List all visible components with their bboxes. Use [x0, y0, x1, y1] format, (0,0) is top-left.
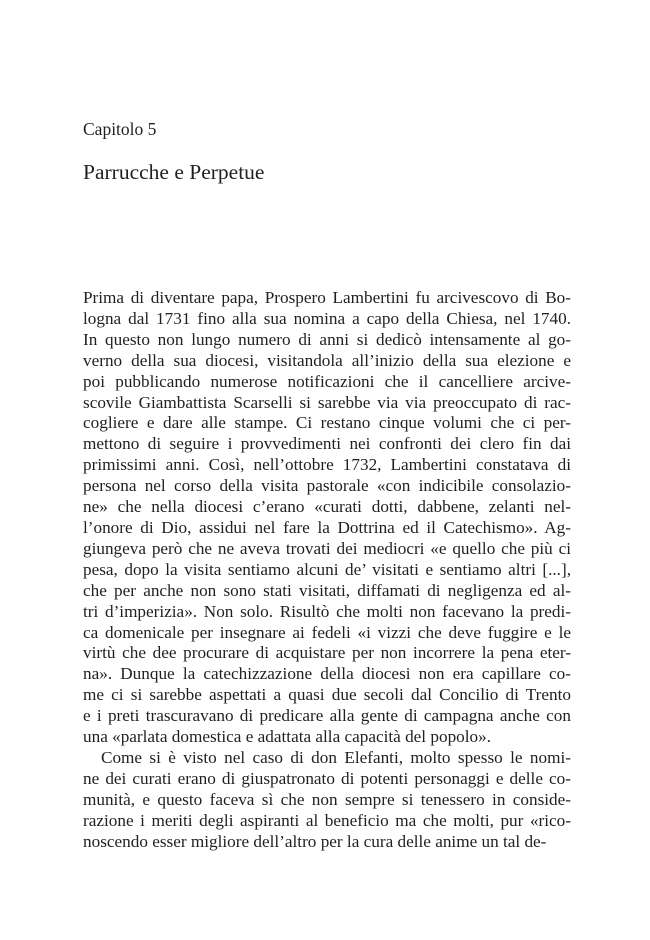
body-text — [83, 288, 571, 852]
text-line: tri d’imperizia». Non solo. Risultò che molti non facevano la predi- — [83, 601, 571, 621]
chapter-title: Parrucche e Perpetue — [83, 160, 265, 184]
chapter-label: Capitolo 5 — [83, 119, 157, 139]
text-line: Come si è visto nel caso di don Elefanti, molto spesso le nomi- — [101, 747, 571, 767]
text-line: ne dei curati erano di giuspatronato di potenti personaggi e delle co- — [83, 768, 571, 788]
text-line: primissimi anni. Così, nell’ottobre 1732, Lambertini constatava di — [83, 455, 571, 475]
paragraph — [83, 748, 571, 853]
text-line: razione i meriti degli aspiranti al beneficio ma che molti, pur «rico- — [83, 810, 571, 830]
text-line: scovile Giambattista Scarselli si sarebbe via via preoccupato di rac- — [83, 392, 571, 412]
text-line: poi pubblicando numerose notificazioni che il cancelliere arcive- — [83, 371, 571, 391]
text-line: una «parlata domestica e adattata alla capacità del popolo». — [83, 727, 492, 747]
text-line: mettono di seguire i provvedimenti nei confronti dei clero fin dai — [83, 434, 571, 454]
text-line: In questo non lungo numero di anni si dedicò intensamente al go- — [83, 329, 571, 349]
text-line: na». Dunque la catechizzazione della diocesi non era capillare co- — [83, 664, 571, 684]
text-line: che per anche non sono stati visitati, diffamati di negligenza ed al- — [83, 580, 571, 600]
text-line: cogliere e dare alle stampe. Ci restano cinque volumi che ci per- — [83, 413, 571, 433]
text-line: munità, e questo faceva sì che non sempre si tenessero in conside- — [83, 789, 571, 809]
text-line: Prima di diventare papa, Prospero Lambertini fu arcivescovo di Bo- — [83, 288, 571, 307]
text-line: pesa, dopo la visita sentiamo alcuni de’ visitati e sentiamo altri [...], — [83, 559, 571, 579]
text-line: e i preti trascuravano di predicare alla gente di campagna anche con — [83, 706, 571, 726]
text-line: l’onore di Dio, assidui nel fare la Dottrina ed il Catechismo». Ag- — [83, 517, 571, 537]
text-line: ca domenicale per insegnare ai fedeli «i vizzi che deve fuggire e le — [83, 622, 571, 642]
text-line: verno della sua diocesi, visitandola all’inizio della sua elezione e — [83, 350, 571, 370]
text-line: giungeva però che ne aveva trovati dei mediocri «e quello che più ci — [83, 538, 571, 558]
text-line: me ci si sarebbe aspettati a quasi due secoli dal Concilio di Trento — [83, 685, 571, 705]
text-line: logna dal 1731 fino alla sua nomina a capo della Chiesa, nel 1740. — [83, 308, 571, 328]
text-line: virtù che dee procurare di acquistare per non incorrere la pena eter- — [83, 643, 571, 663]
text-line: ne» che nella diocesi c’erano «curati dotti, dabbene, zelanti nel- — [83, 497, 571, 517]
text-line: persona nel corso della visita pastorale «con indicibile consolazio- — [83, 476, 571, 496]
text-line: noscendo esser migliore dell’altro per la cura delle anime un tal de- — [83, 831, 547, 851]
paragraph — [83, 288, 571, 748]
